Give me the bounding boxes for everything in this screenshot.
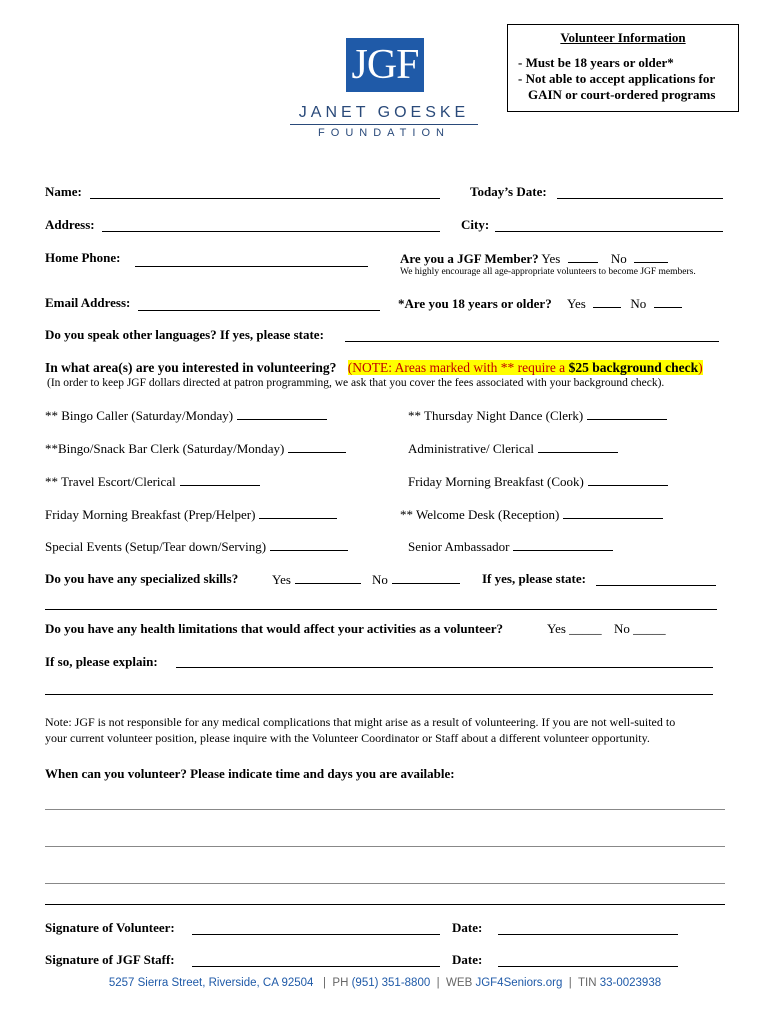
age-no-field[interactable]	[654, 295, 682, 308]
option-field[interactable]	[587, 407, 667, 420]
address-label: Address:	[45, 217, 95, 232]
disclaimer-line: Note: JGF is not responsible for any medical complications that might arise as a result of volunteering. If you are not well-suited to	[45, 715, 676, 729]
option-field[interactable]	[563, 506, 663, 519]
volunteer-date-label: Date:	[452, 920, 483, 935]
footer-tin: 33-0023938	[599, 977, 662, 989]
disclaimer-line: your current volunteer position, please inquire with the Volunteer Coordinator or Staff about a different volunteer opportunity.	[45, 731, 650, 745]
option-special-events	[45, 538, 348, 555]
info-item: GAIN or court-ordered programs	[528, 87, 716, 102]
option-field[interactable]	[237, 407, 327, 420]
todays-date-field[interactable]	[557, 198, 723, 199]
email-label: Email Address:	[45, 295, 131, 310]
option-label: Friday Morning Breakfast (Prep/Helper)	[45, 507, 256, 522]
background-check-explanation: (In order to keep JGF dollars directed at patron programming, we ask that you cover the fees associated with your background check).	[47, 377, 665, 389]
health-question: Do you have any health limitations that would affect your activities as a volunteer?	[45, 621, 503, 636]
logo-mark-text: JGF	[351, 42, 419, 88]
skills-continuation-line[interactable]	[45, 609, 717, 610]
member-no-label: No	[610, 251, 627, 266]
option-bingo-snack-bar	[45, 440, 346, 457]
footer-separator: |	[316, 977, 330, 989]
option-label: Administrative/ Clerical	[408, 441, 534, 456]
availability-line[interactable]	[45, 809, 725, 810]
skills-no-row	[372, 571, 460, 588]
logo-foundation: FOUNDATION	[318, 127, 450, 139]
skills-yes-label: Yes	[272, 572, 291, 587]
option-field[interactable]	[180, 473, 260, 486]
health-explain-label: If so, please explain:	[45, 654, 158, 669]
member-note: We highly encourage all age-appropriate volunteers to become JGF members.	[400, 267, 696, 277]
availability-line[interactable]	[45, 883, 725, 884]
availability-question: When can you volunteer? Please indicate time and days you are available:	[45, 766, 455, 781]
skills-state-field[interactable]	[596, 585, 716, 586]
section-divider	[45, 904, 725, 905]
note-amount: $25 background check	[568, 360, 699, 375]
age-yes-label: Yes	[566, 296, 586, 311]
footer	[0, 977, 770, 989]
option-senior-ambassador	[408, 538, 613, 555]
option-field[interactable]	[270, 538, 348, 551]
member-no-field[interactable]	[634, 250, 668, 263]
option-field[interactable]	[288, 440, 346, 453]
address-field[interactable]	[102, 231, 440, 232]
city-label: City:	[461, 217, 490, 232]
background-check-note	[348, 360, 703, 375]
footer-address: 5257 Sierra Street, Riverside, CA 92504	[108, 977, 314, 989]
home-phone-field[interactable]	[135, 266, 368, 267]
member-question: Are you a JGF Member?	[400, 251, 539, 266]
age-question: *Are you 18 years or older?	[398, 296, 552, 311]
interest-question: In what area(s) are you interested in volunteering?	[45, 360, 337, 375]
member-yes-label: Yes	[541, 251, 561, 266]
footer-web-label: WEB	[446, 977, 473, 989]
option-bingo-caller	[45, 407, 327, 424]
option-breakfast-cook	[408, 473, 668, 490]
footer-phone-label: PH	[332, 977, 349, 989]
option-thursday-dance	[408, 407, 667, 424]
health-no[interactable]: No _____	[614, 621, 666, 636]
option-label: **Bingo/Snack Bar Clerk (Saturday/Monday)	[45, 441, 285, 456]
home-phone-label: Home Phone:	[45, 250, 121, 265]
option-welcome-desk	[400, 506, 663, 523]
note-suffix: )	[698, 360, 703, 375]
skills-state-label: If yes, please state:	[482, 571, 586, 586]
todays-date-label: Today’s Date:	[470, 184, 547, 199]
option-field[interactable]	[588, 473, 668, 486]
languages-field[interactable]	[345, 341, 719, 342]
name-label: Name:	[45, 184, 82, 199]
name-field[interactable]	[90, 198, 440, 199]
interest-question-row	[45, 360, 703, 376]
volunteer-signature-field[interactable]	[192, 934, 440, 935]
option-label: ** Bingo Caller (Saturday/Monday)	[45, 408, 234, 423]
languages-question: Do you speak other languages? If yes, please state:	[45, 327, 324, 342]
footer-tin-label: TIN	[577, 977, 597, 989]
option-field[interactable]	[513, 538, 613, 551]
option-administrative	[408, 440, 618, 457]
option-label: ** Travel Escort/Clerical	[45, 474, 176, 489]
option-travel-escort	[45, 473, 260, 490]
volunteer-date-field[interactable]	[498, 934, 678, 935]
option-label: ** Thursday Night Dance (Clerk)	[408, 408, 584, 423]
member-yes-field[interactable]	[568, 250, 598, 263]
skills-question: Do you have any specialized skills?	[45, 571, 239, 586]
info-item: - Not able to accept applications for	[518, 71, 716, 86]
staff-signature-label: Signature of JGF Staff:	[45, 952, 175, 967]
health-explain-continuation[interactable]	[45, 694, 713, 695]
staff-date-field[interactable]	[498, 966, 678, 967]
volunteer-info-box	[507, 24, 739, 112]
skills-yes-field[interactable]	[295, 571, 361, 584]
option-label: Special Events (Setup/Tear down/Serving)	[45, 539, 267, 554]
option-breakfast-prep	[45, 506, 337, 523]
info-item: - Must be 18 years or older*	[518, 55, 674, 70]
option-label: ** Welcome Desk (Reception)	[400, 507, 560, 522]
skills-no-field[interactable]	[392, 571, 460, 584]
staff-signature-field[interactable]	[192, 966, 440, 967]
option-field[interactable]	[538, 440, 618, 453]
logo-divider	[290, 124, 478, 125]
volunteer-signature-label: Signature of Volunteer:	[45, 920, 175, 935]
health-yes[interactable]: Yes _____	[547, 621, 602, 636]
age-yes-field[interactable]	[593, 295, 621, 308]
footer-phone: (951) 351-8800	[351, 977, 431, 989]
footer-website-link[interactable]: JGF4Seniors.org	[475, 977, 563, 989]
option-label: Friday Morning Breakfast (Cook)	[408, 474, 584, 489]
age-question-row	[398, 295, 682, 312]
availability-line[interactable]	[45, 846, 725, 847]
option-label: Senior Ambassador	[408, 539, 510, 554]
logo-name: JANET GOESKE	[298, 104, 470, 121]
footer-separator: |	[433, 977, 443, 989]
city-field[interactable]	[495, 231, 723, 232]
option-field[interactable]	[259, 506, 337, 519]
footer-separator: |	[565, 977, 575, 989]
age-no-label: No	[630, 296, 647, 311]
logo-mark	[346, 38, 424, 92]
health-explain-field[interactable]	[176, 667, 713, 668]
skills-no-label: No	[372, 572, 388, 587]
note-prefix: (NOTE: Areas marked with ** require a	[347, 360, 569, 375]
staff-date-label: Date:	[452, 952, 483, 967]
skills-yes-row	[272, 571, 361, 588]
member-question-row	[400, 250, 668, 267]
email-field[interactable]	[138, 310, 380, 311]
info-box-title: Volunteer Information	[560, 30, 686, 45]
